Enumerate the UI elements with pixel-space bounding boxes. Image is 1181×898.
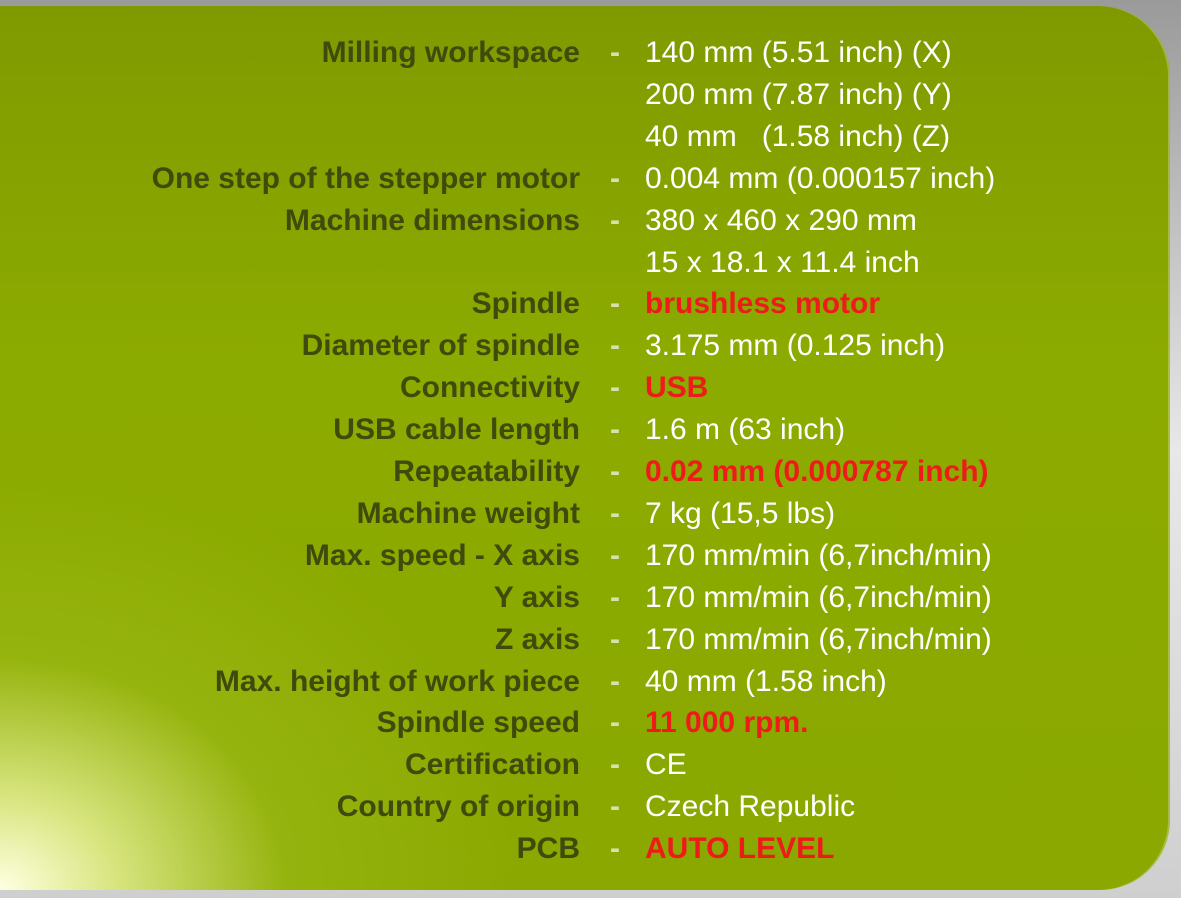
spec-row	[0, 200, 1170, 242]
spec-label: Machine dimensions	[284, 204, 580, 237]
spec-row	[0, 828, 1170, 870]
spec-value: 170 mm/min (6,7inch/min)	[645, 581, 992, 614]
spec-row	[0, 451, 1170, 493]
spec-separator: -	[610, 748, 620, 781]
spec-separator: -	[610, 36, 620, 69]
spec-row	[0, 535, 1170, 577]
spec-row	[0, 283, 1170, 325]
spec-value-highlight: 0.02 mm (0.000787 inch)	[645, 455, 989, 488]
spec-separator: -	[610, 497, 620, 530]
spec-row	[0, 242, 1170, 284]
spec-value: Czech Republic	[645, 790, 856, 823]
spec-row	[0, 786, 1170, 828]
spec-label: One step of the stepper motor	[151, 162, 580, 195]
spec-row	[0, 367, 1170, 409]
spec-separator: -	[610, 162, 620, 195]
spec-label: USB cable length	[333, 413, 580, 446]
spec-label: Repeatability	[393, 455, 580, 488]
spec-label: Machine weight	[356, 497, 580, 530]
spec-row	[0, 493, 1170, 535]
spec-separator: -	[610, 329, 620, 362]
spec-separator: -	[610, 539, 620, 572]
spec-separator: -	[610, 832, 620, 865]
spec-value-highlight: 11 000 rpm.	[645, 706, 809, 739]
spec-row	[0, 74, 1170, 116]
spec-separator: -	[610, 790, 620, 823]
spec-value: CE	[645, 748, 687, 781]
spec-row	[0, 577, 1170, 619]
spec-label: Country of origin	[336, 790, 580, 823]
spec-row	[0, 619, 1170, 661]
spec-separator: -	[610, 455, 620, 488]
spec-row	[0, 325, 1170, 367]
spec-value: 1.6 m (63 inch)	[645, 413, 846, 446]
spec-label: Certification	[404, 748, 580, 781]
spec-label: Spindle speed	[376, 706, 580, 739]
spec-label: Milling workspace	[321, 36, 580, 69]
spec-label: Y axis	[493, 581, 580, 614]
spec-separator: -	[610, 665, 620, 698]
spec-separator: -	[610, 623, 620, 656]
spec-row	[0, 32, 1170, 74]
spec-label: Max. height of work piece	[214, 665, 580, 698]
spec-label: PCB	[516, 832, 580, 865]
spec-value: 0.004 mm (0.000157 inch)	[645, 162, 996, 195]
spec-separator: -	[610, 581, 620, 614]
spec-value: 3.175 mm (0.125 inch)	[645, 329, 946, 362]
spec-separator: -	[610, 413, 620, 446]
spec-label: Diameter of spindle	[301, 329, 580, 362]
spec-value: 15 x 18.1 x 11.4 inch	[645, 246, 920, 279]
spec-value: 170 mm/min (6,7inch/min)	[645, 539, 992, 572]
spec-row	[0, 116, 1170, 158]
spec-value: 40 mm (1.58 inch)	[645, 665, 887, 698]
spec-label: Z axis	[494, 623, 580, 656]
spec-label: Max. speed - X axis	[304, 539, 580, 572]
spec-panel	[0, 6, 1170, 890]
spec-value: 40 mm (1.58 inch) (Z)	[645, 120, 951, 153]
spec-value: 380 x 460 x 290 mm	[645, 204, 917, 237]
spec-value: 140 mm (5.51 inch) (X)	[645, 36, 952, 69]
spec-row	[0, 744, 1170, 786]
spec-label: Connectivity	[399, 371, 580, 404]
spec-row	[0, 702, 1170, 744]
spec-separator: -	[610, 287, 620, 320]
spec-value-highlight: USB	[645, 371, 709, 404]
spec-value: 170 mm/min (6,7inch/min)	[645, 623, 992, 656]
spec-value-highlight: AUTO LEVEL	[645, 832, 835, 865]
spec-separator: -	[610, 371, 620, 404]
spec-row	[0, 158, 1170, 200]
spec-label: Spindle	[471, 287, 580, 320]
spec-row	[0, 661, 1170, 703]
spec-value: 7 kg (15,5 lbs)	[645, 497, 836, 530]
spec-value-highlight: brushless motor	[645, 287, 881, 320]
spec-row	[0, 409, 1170, 451]
spec-value: 200 mm (7.87 inch) (Y)	[645, 78, 952, 111]
spec-separator: -	[610, 204, 620, 237]
spec-separator: -	[610, 706, 620, 739]
